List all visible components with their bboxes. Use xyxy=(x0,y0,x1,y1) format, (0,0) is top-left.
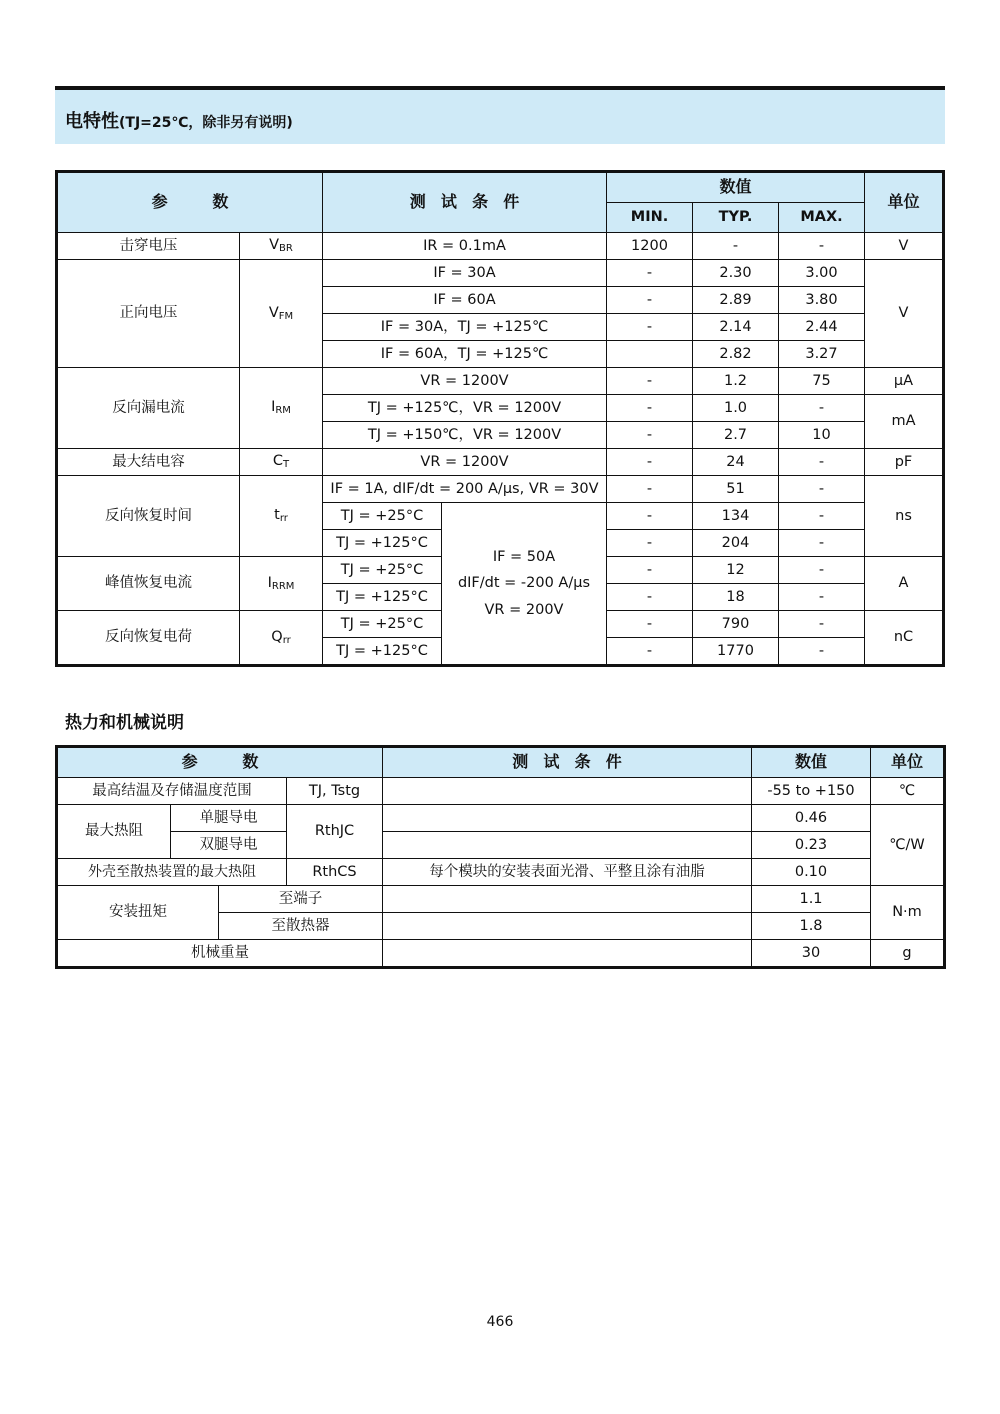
param-symbol: TJ, Tstg xyxy=(287,778,383,805)
test-condition: 每个模块的安装表面光滑、平整且涂有油脂 xyxy=(383,859,752,886)
shared-cond-line: dIF/dt = -200 A/μs xyxy=(457,575,591,592)
table-row xyxy=(57,233,944,260)
min-value: - xyxy=(607,260,693,287)
min-value: - xyxy=(607,368,693,395)
param-subname: 双腿导电 xyxy=(171,832,287,859)
max-value: - xyxy=(779,503,865,530)
param-name: 峰值恢复电流 xyxy=(57,557,240,611)
max-value: 3.80 xyxy=(779,287,865,314)
param-symbol: $I_{RRM}$ xyxy=(240,557,323,611)
param-subname: 单腿导电 xyxy=(171,805,287,832)
min-value: - xyxy=(607,557,693,584)
electrical-characteristics-table xyxy=(55,170,945,667)
param-symbol: RthJC xyxy=(287,805,383,859)
table-row xyxy=(57,859,945,886)
test-condition: IF = 60A，TJ = +125℃ xyxy=(323,341,607,368)
table-row xyxy=(57,805,945,832)
min-value: - xyxy=(607,611,693,638)
param-name: 最大热阻 xyxy=(57,805,171,859)
test-condition xyxy=(383,778,752,805)
param-subname: 至端子 xyxy=(219,886,383,913)
temperature-condition: TJ = +25°C xyxy=(323,503,442,530)
min-value: - xyxy=(607,584,693,611)
unit: pF xyxy=(865,449,944,476)
value: 0.46 xyxy=(752,805,871,832)
temperature-condition: TJ = +25°C xyxy=(323,611,442,638)
param-symbol: $I_{RM}$ xyxy=(240,368,323,449)
header-param: 参 数 xyxy=(57,747,383,778)
min-value: 1200 xyxy=(607,233,693,260)
unit: N·m xyxy=(871,886,945,940)
unit: V xyxy=(865,233,944,260)
min-value: - xyxy=(607,476,693,503)
min-value: - xyxy=(607,287,693,314)
min-value xyxy=(607,341,693,368)
value: 0.10 xyxy=(752,859,871,886)
max-value: - xyxy=(779,611,865,638)
typ-value: 12 xyxy=(693,557,779,584)
typ-value: 1770 xyxy=(693,638,779,666)
value: 1.1 xyxy=(752,886,871,913)
param-symbol: $V_{BR}$ xyxy=(240,233,323,260)
shared-test-condition xyxy=(442,503,607,666)
param-name: 反向恢复时间 xyxy=(57,476,240,557)
unit: V xyxy=(865,260,944,368)
header-row xyxy=(57,172,944,203)
max-value: - xyxy=(779,449,865,476)
param-name: 外壳至散热装置的最大热阻 xyxy=(57,859,287,886)
unit: ns xyxy=(865,476,944,557)
unit: μA xyxy=(865,368,944,395)
typ-value: 2.7 xyxy=(693,422,779,449)
header-row xyxy=(57,747,945,778)
max-value: 3.00 xyxy=(779,260,865,287)
min-value: - xyxy=(607,638,693,666)
section-condition: (TJ=25℃，除非另有说明) xyxy=(119,115,293,131)
typ-value: 24 xyxy=(693,449,779,476)
param-symbol: $Q_{rr}$ xyxy=(240,611,323,666)
test-condition: VR = 1200V xyxy=(323,449,607,476)
max-value: 2.44 xyxy=(779,314,865,341)
test-condition xyxy=(383,913,752,940)
table-row xyxy=(57,886,945,913)
typ-value: 2.14 xyxy=(693,314,779,341)
value: 30 xyxy=(752,940,871,968)
typ-value: 134 xyxy=(693,503,779,530)
param-name: 机械重量 xyxy=(57,940,383,968)
max-value: - xyxy=(779,530,865,557)
param-name: 击穿电压 xyxy=(57,233,240,260)
test-condition xyxy=(383,886,752,913)
max-value: - xyxy=(779,395,865,422)
header-typ: TYP. xyxy=(693,203,779,233)
header-param: 参 数 xyxy=(57,172,323,233)
test-condition: IR = 0.1mA xyxy=(323,233,607,260)
table-row xyxy=(57,832,945,859)
header-value: 数值 xyxy=(607,172,865,203)
test-condition: IF = 30A xyxy=(323,260,607,287)
value: 0.23 xyxy=(752,832,871,859)
header-value: 数值 xyxy=(752,747,871,778)
max-value: - xyxy=(779,638,865,666)
unit: A xyxy=(865,557,944,611)
typ-value: - xyxy=(693,233,779,260)
param-symbol: RthCS xyxy=(287,859,383,886)
param-symbol: $t_{rr}$ xyxy=(240,476,323,557)
unit: ℃/W xyxy=(871,805,945,886)
min-value: - xyxy=(607,449,693,476)
typ-value: 18 xyxy=(693,584,779,611)
param-name: 安装扭矩 xyxy=(57,886,219,940)
param-name: 反向漏电流 xyxy=(57,368,240,449)
temperature-condition: TJ = +125°C xyxy=(323,530,442,557)
max-value: 3.27 xyxy=(779,341,865,368)
typ-value: 204 xyxy=(693,530,779,557)
typ-value: 2.89 xyxy=(693,287,779,314)
temperature-condition: TJ = +125°C xyxy=(323,638,442,666)
test-condition: IF = 60A xyxy=(323,287,607,314)
min-value: - xyxy=(607,314,693,341)
section-banner xyxy=(55,86,945,144)
header-max: MAX. xyxy=(779,203,865,233)
min-value: - xyxy=(607,503,693,530)
table-row xyxy=(57,940,945,968)
test-condition xyxy=(383,832,752,859)
test-condition: IF = 30A，TJ = +125℃ xyxy=(323,314,607,341)
section-title: 电特性(TJ=25℃，除非另有说明) xyxy=(65,111,293,132)
shared-cond-line: IF = 50A xyxy=(492,549,556,566)
param-name: 正向电压 xyxy=(57,260,240,368)
min-value: - xyxy=(607,530,693,557)
max-value: 75 xyxy=(779,368,865,395)
max-value: - xyxy=(779,476,865,503)
table-row xyxy=(57,476,944,503)
header-cond: 测 试 条 件 xyxy=(323,172,607,233)
typ-value: 790 xyxy=(693,611,779,638)
param-symbol: $V_{FM}$ xyxy=(240,260,323,368)
value: -55 to +150 xyxy=(752,778,871,805)
param-name: 最高结温及存储温度范围 xyxy=(57,778,287,805)
typ-value: 1.0 xyxy=(693,395,779,422)
max-value: 10 xyxy=(779,422,865,449)
temperature-condition: TJ = +125°C xyxy=(323,584,442,611)
temperature-condition: TJ = +25°C xyxy=(323,557,442,584)
test-condition: TJ = +125℃，VR = 1200V xyxy=(323,395,607,422)
unit: g xyxy=(871,940,945,968)
max-value: - xyxy=(779,584,865,611)
table-row xyxy=(57,449,944,476)
max-value: - xyxy=(779,233,865,260)
test-condition: IF = 1A, dIF/dt = 200 A/μs, VR = 30V xyxy=(323,476,607,503)
thermal-section-title: 热力和机械说明 xyxy=(65,713,184,733)
unit: ℃ xyxy=(871,778,945,805)
typ-value: 51 xyxy=(693,476,779,503)
typ-value: 2.30 xyxy=(693,260,779,287)
typ-value: 1.2 xyxy=(693,368,779,395)
param-name: 最大结电容 xyxy=(57,449,240,476)
value: 1.8 xyxy=(752,913,871,940)
test-condition xyxy=(383,805,752,832)
table-row xyxy=(57,778,945,805)
unit: nC xyxy=(865,611,944,666)
test-condition: VR = 1200V xyxy=(323,368,607,395)
shared-cond-line: VR = 200V xyxy=(484,601,564,618)
min-value: - xyxy=(607,395,693,422)
test-condition: TJ = +150℃，VR = 1200V xyxy=(323,422,607,449)
header-unit: 单位 xyxy=(871,747,945,778)
page-number: 466 xyxy=(486,1314,514,1330)
thermal-mechanical-table xyxy=(55,745,946,969)
param-symbol: $C_T$ xyxy=(240,449,323,476)
param-name: 反向恢复电荷 xyxy=(57,611,240,666)
header-unit: 单位 xyxy=(865,172,944,233)
param-subname: 至散热器 xyxy=(219,913,383,940)
typ-value: 2.82 xyxy=(693,341,779,368)
table-row xyxy=(57,260,944,287)
header-min: MIN. xyxy=(607,203,693,233)
test-condition xyxy=(383,940,752,968)
min-value: - xyxy=(607,422,693,449)
table-row xyxy=(57,368,944,395)
max-value: - xyxy=(779,557,865,584)
header-cond: 测 试 条 件 xyxy=(383,747,752,778)
unit: mA xyxy=(865,395,944,449)
